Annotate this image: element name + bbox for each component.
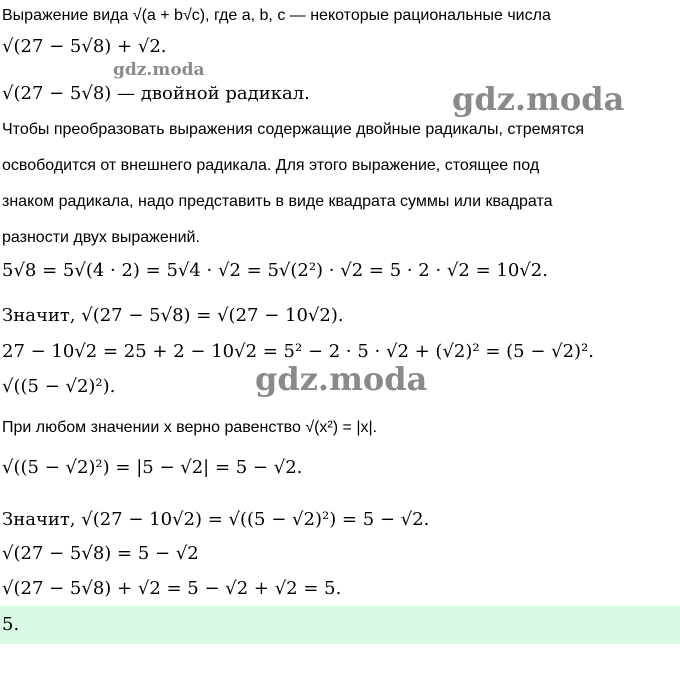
answer-value: 5.	[2, 614, 20, 635]
explanation-line-3: знаком радикала, надо представить в виде квадрата суммы или квадрата	[2, 193, 553, 210]
double-radical-line: √(27 − 5√8) — двойной радикал.	[2, 83, 310, 104]
watermark-large-middle: gdz.moda	[255, 360, 428, 398]
explanation-line-2: освободится от внешнего радикала. Для этого выражение, стоящее под	[2, 157, 540, 174]
answer-box	[0, 606, 680, 644]
property-line: При любом значении x верно равенство √(x²) = |x|.	[2, 419, 378, 436]
equation-line-5: √((5 − √2)²) = |5 − √2| = 5 − √2.	[2, 457, 303, 478]
explanation-line-4: разности двух выражений.	[2, 229, 200, 246]
expression-line: √(27 − 5√8) + √2.	[2, 36, 167, 57]
equation-line-4: √((5 − √2)²).	[2, 376, 116, 397]
intro-line: Выражение вида √(a + b√c), где a, b, c — некоторые рациональные числа	[2, 7, 551, 24]
equation-line-2: Значит, √(27 − 5√8) = √(27 − 10√2).	[2, 305, 344, 326]
watermark-large-top: gdz.moda	[452, 80, 625, 118]
equation-line-8: √(27 − 5√8) + √2 = 5 − √2 + √2 = 5.	[2, 578, 342, 599]
explanation-line-1: Чтобы преобразовать выражения содержащие двойные радикалы, стремятся	[2, 121, 584, 138]
watermark-small: gdz.moda	[113, 60, 205, 80]
equation-line-1: 5√8 = 5√(4 · 2) = 5√4 · √2 = 5√(2²) · √2 = 5 · 2 · √2 = 10√2.	[2, 260, 548, 281]
equation-line-3: 27 − 10√2 = 25 + 2 − 10√2 = 5² − 2 · 5 · √2 + (√2)² = (5 − √2)².	[2, 341, 595, 362]
equation-line-7: √(27 − 5√8) = 5 − √2	[2, 543, 199, 564]
equation-line-6: Значит, √(27 − 10√2) = √((5 − √2)²) = 5 − √2.	[2, 509, 430, 530]
